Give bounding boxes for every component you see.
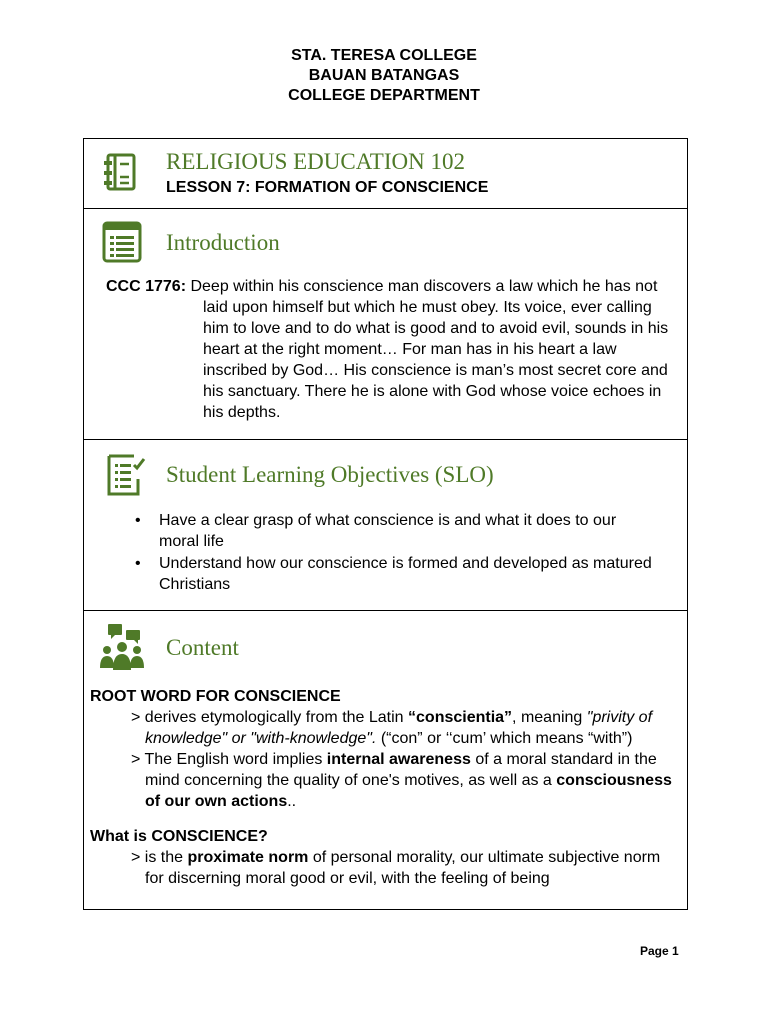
slo-title: Student Learning Objectives (SLO) xyxy=(166,462,494,487)
text: of personal morality, our ultimate subjective norm for discerning moral good or evil, with the feeling of being xyxy=(145,849,661,887)
school-location: BAUAN BATANGAS xyxy=(308,67,460,84)
root-word-heading: ROOT WORD FOR CONSCIENCE xyxy=(90,688,341,705)
term-internal-awareness: internal awareness xyxy=(326,751,471,768)
definition-item xyxy=(90,847,680,889)
ccc-text: Deep within his conscience man discovers a law which he has not laid upon himself but which he must obey. Its voice, ever calling him to love and to do what is good and to avoid evil, sounds in his heart at the right moment… For man has in his heart a law inscribed by God… His conscience is man’s most secret core and his sanctuary. There he is alone with God whose voice echoes in his depths. xyxy=(186,278,669,421)
lesson-box xyxy=(83,138,688,910)
content-title: Content xyxy=(166,635,239,660)
school-header xyxy=(0,46,768,106)
text: .. xyxy=(287,793,297,810)
slo-item: • Have a clear grasp of what conscience is and what it does to our moral life xyxy=(132,510,652,552)
lesson-title: LESSON 7: FORMATION OF CONSCIENCE xyxy=(166,179,489,196)
text: > is the xyxy=(131,849,188,866)
text: (“con” or ‘‘cum’ which means “with”) xyxy=(376,730,633,747)
slo-list xyxy=(132,510,652,596)
book-icon xyxy=(102,152,140,194)
text: of a moral standard in the mind concerning the quality of one's motives, as well as a xyxy=(145,751,657,789)
text: > The English word implies xyxy=(131,751,327,768)
group-discussion-icon xyxy=(98,622,146,672)
term-consciousness: consciousness of our own actions xyxy=(145,772,672,810)
ccc-label: CCC 1776: xyxy=(106,278,187,295)
document-list-icon xyxy=(102,221,142,263)
course-section xyxy=(84,139,687,209)
ccc-quote xyxy=(106,276,676,423)
text: > derives etymologically from the Latin xyxy=(131,709,409,726)
root-word-item xyxy=(90,707,680,749)
term-proximate-norm: proximate norm xyxy=(187,849,309,866)
school-name: STA. TERESA COLLEGE xyxy=(291,47,477,64)
slo-item: • Understand how our conscience is formed and developed as matured Christians xyxy=(132,553,652,595)
page-number: Page 1 xyxy=(640,944,679,958)
what-is-conscience-heading: What is CONSCIENCE? xyxy=(90,828,268,845)
term-conscientia: “conscientia” xyxy=(408,709,513,726)
text: , meaning xyxy=(512,709,587,726)
department-name: COLLEGE DEPARTMENT xyxy=(288,87,480,104)
introduction-title: Introduction xyxy=(166,230,280,255)
meaning: "privity of knowledge" or "with-knowledge". xyxy=(145,709,653,747)
course-title: RELIGIOUS EDUCATION 102 xyxy=(166,149,465,174)
checklist-icon xyxy=(106,453,148,497)
root-word-item xyxy=(90,749,680,812)
content-body xyxy=(90,686,680,889)
